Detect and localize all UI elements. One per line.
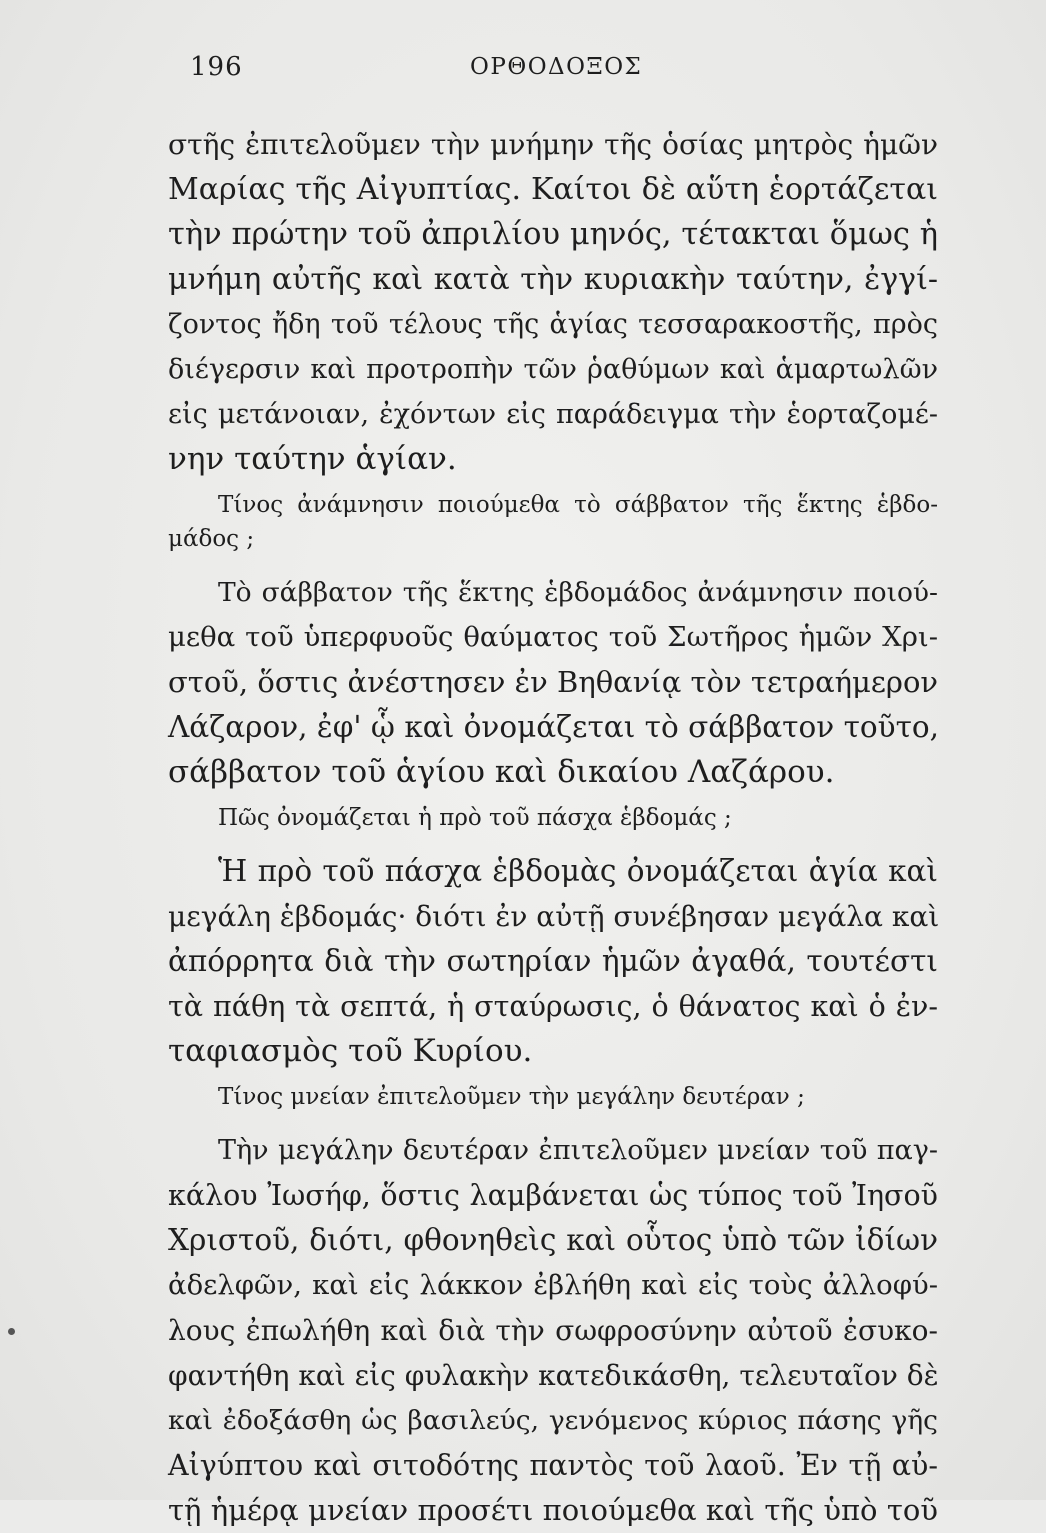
text-line: τὰ πάθη τὰ σεπτά, ἡ σταύρωσις, ὁ θάνατος καὶ ὁ ἐν- [168, 990, 938, 1023]
text-line: Χριστοῦ, διότι, φθονηθεὶς καὶ οὗτος ὑπὸ τῶν ἰδίων [168, 1223, 938, 1257]
answer-paragraph [168, 1128, 938, 1533]
text-line: μεθα τοῦ ὑπερφυοῦς θαύματος τοῦ Σωτῆρος ἡμῶν Χρι- [168, 621, 938, 653]
page-text [168, 122, 938, 1533]
text-line: στοῦ, ὅστις ἀνέστησεν ἐν Βηθανίᾳ τὸν τετραήμερον [168, 665, 939, 699]
text-line: μεγάλη ἑβδομάς· διότι ἐν αὐτῇ συνέβησαν μεγάλα καὶ [168, 900, 940, 933]
question-paragraph [168, 1080, 938, 1114]
text-line: Ἡ πρὸ τοῦ πάσχα ἑβδομὰς ὀνομάζεται ἁγία καὶ [218, 854, 938, 888]
text-line: τῇ ἡμέρᾳ μνείαν προσέτι ποιούμεθα καὶ τῆς ὑπὸ τοῦ [168, 1493, 938, 1527]
text-line: ἀπόρρητα διὰ τὴν σωτηρίαν ἡμῶν ἀγαθά, τουτέστι [168, 944, 938, 978]
text-line: σάββατον τοῦ ἁγίου καὶ δικαίου Λαζάρου. [168, 754, 835, 790]
text-line: Τὴν μεγάλην δευτέραν ἐπιτελοῦμεν μνείαν τοῦ παγ- [218, 1135, 938, 1166]
text-line: εἰς μετάνοιαν, ἐχόντων εἰς παράδειγμα τὴν ἑορταζομέ- [168, 399, 938, 430]
text-line: λους ἐπωλήθη καὶ διὰ τὴν σωφροσύνην αὐτοῦ ἐσυκο- [168, 1314, 938, 1347]
text-line: ἀδελφῶν, καὶ εἰς λάκκον ἐβλήθη καὶ εἰς τοὺς ἀλλοφύ- [168, 1269, 938, 1301]
text-line: μνήμη αὐτῆς καὶ κατὰ τὴν κυριακὴν ταύτην, ἐγγί- [168, 262, 938, 297]
running-title: ΟΡΘΟΔΟΞΟΣ [470, 54, 643, 80]
text-line: φαντήθη καὶ εἰς φυλακὴν κατεδικάσθη, τελευταῖον δὲ [168, 1359, 939, 1392]
text-line: Αἰγύπτου καὶ σιτοδότης παντὸς τοῦ λαοῦ. Ἐν τῇ αὐ- [168, 1449, 938, 1482]
question-line: μάδος ; [168, 526, 255, 552]
margin-speck [8, 1328, 15, 1335]
text-line: ζοντος ἤδη τοῦ τέλους τῆς ἁγίας τεσσαρακοστῆς, πρὸς [168, 309, 938, 340]
question-line: Τίνος μνείαν ἐπιτελοῦμεν τὴν μεγάλην δευτέραν ; [218, 1084, 805, 1110]
question-line: Πῶς ὀνομάζεται ἡ πρὸ τοῦ πάσχα ἑβδομάς ; [218, 805, 732, 831]
question-paragraph [168, 801, 938, 835]
page-header [190, 52, 930, 92]
text-line: νην ταύτην ἁγίαν. [168, 441, 457, 477]
text-line: διέγερσιν καὶ προτροπὴν τῶν ῥαθύμων καὶ ἁμαρτωλῶν [168, 354, 938, 385]
page-number: 196 [190, 52, 243, 82]
answer-paragraph [168, 570, 938, 795]
text-line: Λάζαρον, ἐφ' ᾧ καὶ ὀνομάζεται τὸ σάββατον τοῦτο, [168, 710, 940, 744]
answer-paragraph [168, 849, 938, 1074]
text-line: τὴν πρώτην τοῦ ἀπριλίου μηνός, τέτακται ὅμως ἡ [168, 217, 938, 252]
text-line: κάλου Ἰωσήφ, ὅστις λαμβάνεται ὡς τύπος τοῦ Ἰησοῦ [168, 1179, 938, 1212]
text-line: ταφιασμὸς τοῦ Κυρίου. [168, 1033, 533, 1069]
question-paragraph [168, 488, 938, 556]
text-line: Τὸ σάββατον τῆς ἕκτης ἑβδομάδος ἀνάμνησιν ποιού- [218, 577, 938, 608]
answer-paragraph [168, 122, 938, 482]
question-line: Τίνος ἀνάμνησιν ποιούμεθα τὸ σάββατον τῆς ἕκτης ἑβδο- [218, 492, 938, 518]
text-line: Μαρίας τῆς Αἰγυπτίας. Καίτοι δὲ αὕτη ἑορτάζεται [168, 172, 938, 207]
text-line: καὶ ἐδοξάσθη ὡς βασιλεύς, γενόμενος κύριος πάσης γῆς [168, 1405, 938, 1436]
text-line: στῆς ἐπιτελοῦμεν τὴν μνήμην τῆς ὁσίας μητρὸς ἡμῶν [168, 128, 938, 161]
